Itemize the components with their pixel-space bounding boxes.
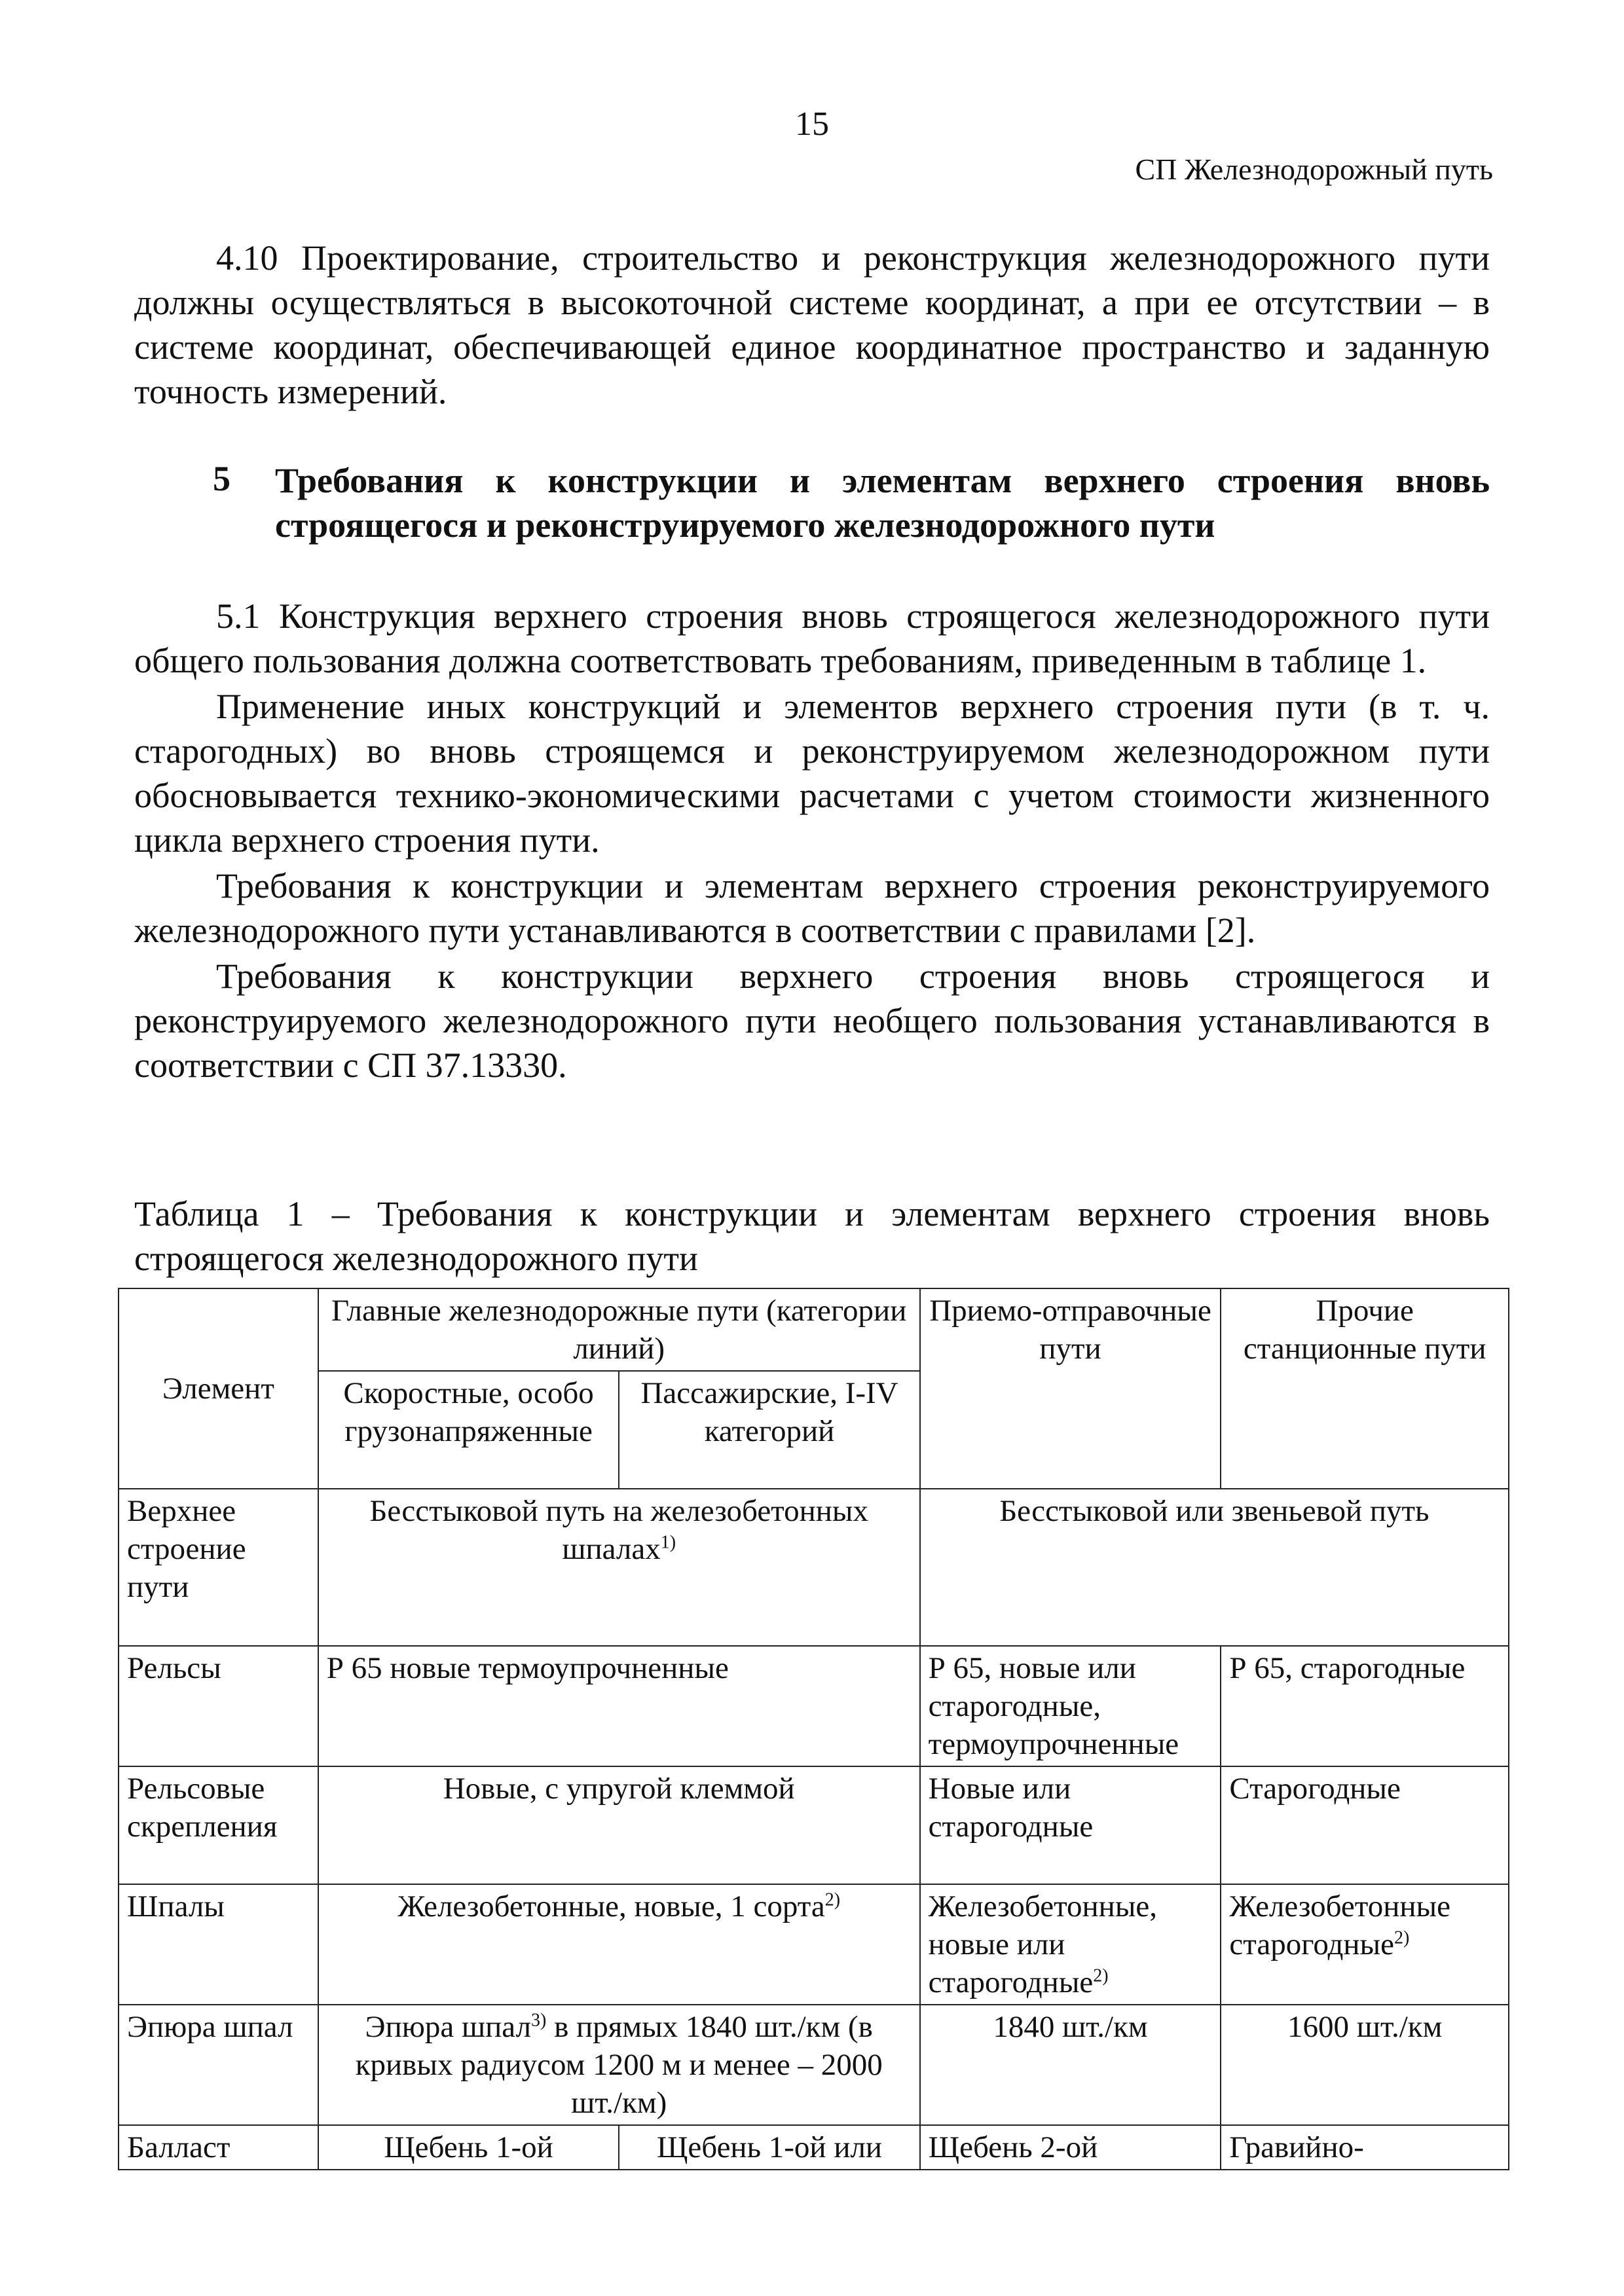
cell-element: Рельсы [119,1646,318,1766]
cell-other: Старогодные [1221,1766,1509,1884]
paragraph-4-10-block [134,236,1490,414]
cell-element: Верхнее строение пути [119,1489,318,1646]
cell-main: Новые, с упругой клеммой [318,1766,920,1884]
cell-element: Балласт [119,2125,318,2170]
cell-receiving: Железобетонные, новые или старогодные$^{2)}$ [920,1884,1221,2005]
cell-main: Эпюра шпал$^{3)}$ в прямых 1840 шт./км (в кривых радиусом 1200 м и менее – 2000 шт./км) [318,2005,920,2125]
cell-element: Шпалы [119,1884,318,2005]
paragraph-4-10: 4.10 Проектирование, строительство и реконструкция железнодорожного пути должны осуществляться в высокоточной системе координат, а при ее отсутствии – в системе координат, обеспечивающей единое координатное пространство и заданную точность измерений. [134,238,1490,411]
table-caption-block [134,1192,1490,1281]
table-row [119,1766,1509,1884]
cell-other: Гравийно- [1221,2125,1509,2170]
cell-high-speed: Щебень 1-ой [318,2125,619,2170]
cell-receiving: Щебень 2-ой [920,2125,1221,2170]
cell-receiving: Р 65, новые или старогодные, термоупрочненные [920,1646,1221,1766]
paragraph-non-public-track: Требования к конструкции верхнего строения вновь строящегося и реконструируемого железнодорожного пути необщего пользования устанавливаются в соответствии с СП 37.13330. [134,957,1490,1085]
header-main-tracks: Главные железнодорожные пути (категории линий) [318,1288,920,1371]
section-title: Требования к конструкции и элементам верхнего строения вновь строящегося и реконструируемого железнодорожного пути [275,461,1490,545]
section-number: 5 [213,459,231,498]
table-caption: Таблица 1 – Требования к конструкции и элементам верхнего строения вновь строящегося железнодорожного пути [134,1194,1490,1278]
header-element: Элемент [119,1288,318,1489]
cell-other: Железобетонные старогодные$^{2)}$ [1221,1884,1509,2005]
header-other-station-tracks: Прочие станционные пути [1221,1288,1509,1489]
running-header: СП Железнодорожный путь [1135,153,1493,186]
table-row [119,2125,1509,2170]
paragraph-5-1: 5.1 Конструкция верхнего строения вновь строящегося железнодорожного пути общего пользования должна соответствовать требованиям, приведенным в таблице 1. [134,596,1490,680]
cell-element: Рельсовые скрепления [119,1766,318,1884]
table-row [119,1884,1509,2005]
cell-main: Бесстыковой путь на железобетонных шпалах$^{1)}$ [318,1489,920,1646]
requirements-table [118,1288,1509,2170]
table-row [119,1646,1509,1766]
header-receiving-tracks: Приемо-отправочные пути [920,1288,1221,1489]
body-text [134,594,1490,1087]
paragraph-other-constructions: Применение иных конструкций и элементов верхнего строения пути (в т. ч. старогодных) во вновь строящемся и реконструируемом железнодорожном пути обосновывается технико-экономическими расчетами с учетом стоимости жизненного цикла верхнего строения пути. [134,687,1490,860]
header-high-speed: Скоростные, особо грузонапряженные [318,1371,619,1489]
cell-other: Р 65, старогодные [1221,1646,1509,1766]
paragraph-reconstruction-rules: Требования к конструкции и элементам верхнего строения реконструируемого железнодорожного пути устанавливаются в соответствии с правилами [2]. [134,866,1490,950]
cell-receiving: Новые или старогодные [920,1766,1221,1884]
page-number: 15 [795,105,829,143]
cell-station: Бесстыковой или звеньевой путь [920,1489,1509,1646]
cell-passenger: Щебень 1-ой или [619,2125,919,2170]
cell-receiving: 1840 шт./км [920,2005,1221,2125]
table-row [119,2005,1509,2125]
table-header-row [119,1288,1509,1371]
cell-element: Эпюра шпал [119,2005,318,2125]
table-row [119,1489,1509,1646]
header-passenger: Пассажирские, I-IV категорий [619,1371,919,1489]
cell-other: 1600 шт./км [1221,2005,1509,2125]
cell-main: Р 65 новые термоупрочненные [318,1646,920,1766]
cell-main: Железобетонные, новые, 1 сорта$^{2)}$ [318,1884,920,2005]
